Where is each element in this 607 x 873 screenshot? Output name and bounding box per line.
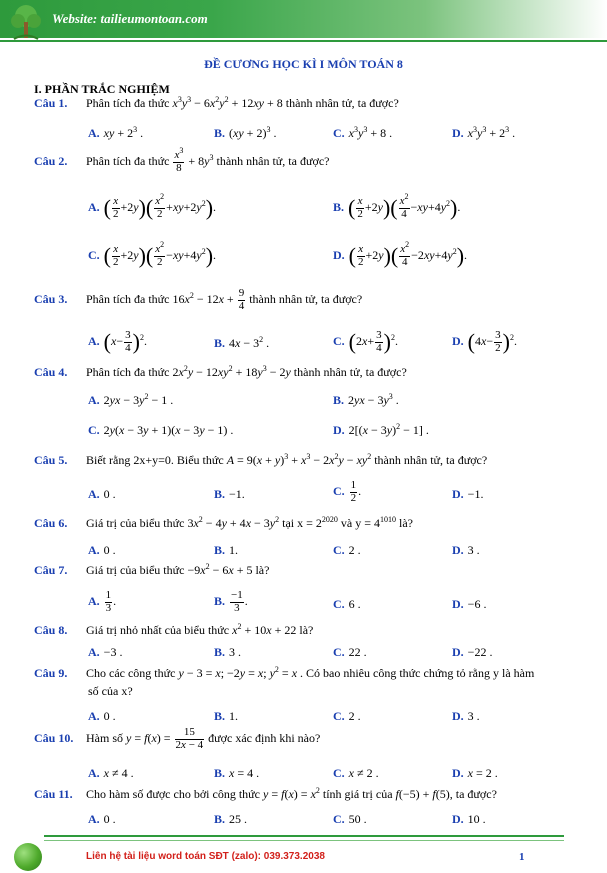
footer-contact: Liên hệ tài liệu word toán SĐT (zalo): 039.373.2038 xyxy=(86,851,325,862)
option-10c[interactable]: C. x ≠ 2 . xyxy=(333,766,379,780)
footer-divider xyxy=(44,835,564,837)
question-6: Câu 6. Giá trị của biểu thức $3x^2 - 4y + 4x - 3y^2$ tại $x = 2^{2020}$ và $y = 4^{1010}$ là? xyxy=(34,515,413,530)
question-7: Câu 7. Giá trị của biểu thức $-9x^2 - 6x + 5$ là? xyxy=(34,562,270,577)
document-title: ĐỀ CƯƠNG HỌC KÌ I MÔN TOÁN 8 xyxy=(204,57,403,71)
option-7b[interactable]: B. $\frac{-1}{3}$ . xyxy=(214,589,248,614)
option-3b[interactable]: B. $4x - 3^2$ . xyxy=(214,335,270,350)
option-7a[interactable]: A. $\frac{1}{3}$ . xyxy=(88,589,117,614)
question-9-cont: số của x? xyxy=(88,684,133,698)
option-6b[interactable]: B. 1. xyxy=(214,543,239,557)
option-6d[interactable]: D. 3 . xyxy=(452,543,480,557)
footer-divider-thin xyxy=(44,840,564,841)
green-ball-icon xyxy=(14,843,42,871)
option-2a[interactable]: A. ( $\frac{x}{2}$ +2y)( $\frac{x^2}{2}$ $+xy+2y^2$). xyxy=(88,192,217,221)
option-11d[interactable]: D. 10 . xyxy=(452,812,486,826)
option-11b[interactable]: B. 25 . xyxy=(214,812,248,826)
question-9: Câu 9. Cho các công thức y − 3 = x; −2y = x; $y^2 = x$ . Có bao nhiêu công thức chứng tỏ rằng y là hàm xyxy=(34,665,535,680)
option-3c[interactable]: C. (2x+ $\frac{3}{4}$ )$^2$. xyxy=(333,329,398,355)
tree-logo-icon xyxy=(6,2,46,42)
option-9a[interactable]: A. 0 . xyxy=(88,709,116,723)
page-number: 1 xyxy=(519,851,525,863)
option-4a[interactable]: A. $2yx - 3y^2 - 1$ . xyxy=(88,392,174,407)
website-link[interactable]: Website: tailieumontoan.com xyxy=(52,11,208,26)
option-8c[interactable]: C. 22 . xyxy=(333,645,367,659)
option-3d[interactable]: D. (4x− $\frac{3}{2}$ )$^2$. xyxy=(452,329,517,355)
option-6c[interactable]: C. 2 . xyxy=(333,543,361,557)
option-5d[interactable]: D. −1. xyxy=(452,487,484,501)
option-1a[interactable]: A. xy + $2^3$ . xyxy=(88,125,144,140)
option-11a[interactable]: A. 0 . xyxy=(88,812,116,826)
option-10b[interactable]: B. x = 4 . xyxy=(214,766,260,780)
question-2: Câu 2. Phân tích đa thức $\frac{x^3}{8}$ + $8y^3$ thành nhân tử, ta được? xyxy=(34,146,330,174)
option-11c[interactable]: C. 50 . xyxy=(333,812,367,826)
option-2c[interactable]: C. ( $\frac{x}{2}$ +2y)( $\frac{x^2}{2}$ $-xy+4y^2$). xyxy=(88,240,217,269)
option-5a[interactable]: A. 0 . xyxy=(88,487,116,501)
question-4: Câu 4. Phân tích đa thức $2x^2y - 12xy^2 + 18y^3 - 2y$ thành nhân tử, ta được? xyxy=(34,364,407,379)
option-5b[interactable]: B. −1. xyxy=(214,487,245,501)
option-1b[interactable]: B. (xy + 2)$^3$ . xyxy=(214,125,277,140)
option-2d[interactable]: D. ( $\frac{x}{2}$ +2y)( $\frac{x^2}{4}$ $-2xy+4y^2$). xyxy=(333,240,468,269)
option-9d[interactable]: D. 3 . xyxy=(452,709,480,723)
option-8a[interactable]: A. −3 . xyxy=(88,645,123,659)
question-10: Câu 10. Hàm số y = f(x) = $\frac{15}{2x - 4}$ được xác định khi nào? xyxy=(34,726,321,751)
option-8d[interactable]: D. −22 . xyxy=(452,645,493,659)
option-1d[interactable]: D. $x^3y^3 + 2^3$ . xyxy=(452,125,516,140)
option-8b[interactable]: B. 3 . xyxy=(214,645,242,659)
option-1c[interactable]: C. $x^3y^3 + 8$ . xyxy=(333,125,393,140)
option-5c[interactable]: C. $\frac{1}{2}$ . xyxy=(333,479,362,504)
question-label: Câu 1. xyxy=(34,96,68,110)
question-3: Câu 3. Phân tích đa thức $16x^2 - 12x$ + $\frac{9}{4}$ thành nhân tử, ta được? xyxy=(34,287,363,312)
option-7d[interactable]: D. −6 . xyxy=(452,597,487,611)
option-9b[interactable]: B. 1. xyxy=(214,709,239,723)
header-divider xyxy=(0,40,607,42)
option-3a[interactable]: A. (x− $\frac{3}{4}$ )$^2$. xyxy=(88,329,147,355)
option-10d[interactable]: D. x = 2 . xyxy=(452,766,498,780)
question-11: Câu 11. Cho hàm số được cho bởi công thức $y = f(x) = x^2$ tính giá trị của f(−5) + f(5), ta được? xyxy=(34,786,497,801)
question-8: Câu 8. Giá trị nhỏ nhất của biểu thức $x^2 + 10x + 22$ là? xyxy=(34,622,314,637)
option-2b[interactable]: B. ( $\frac{x}{2}$ +2y)( $\frac{x^2}{4}$ $-xy+4y^2$). xyxy=(333,192,461,221)
option-7c[interactable]: C. 6 . xyxy=(333,597,361,611)
page-header xyxy=(0,0,607,46)
section-heading: I. PHẦN TRẮC NGHIỆM xyxy=(34,82,170,96)
option-10a[interactable]: A. x ≠ 4 . xyxy=(88,766,134,780)
option-6a[interactable]: A. 0 . xyxy=(88,543,116,557)
option-9c[interactable]: C. 2 . xyxy=(333,709,361,723)
question-1: Câu 1. Phân tích đa thức $x^3y^3 - 6x^2y^2 + 12xy + 8$ thành nhân tử, ta được? xyxy=(34,95,399,110)
option-4d[interactable]: D. $2[(x - 3y)^2 - 1]$ . xyxy=(333,422,429,437)
option-4c[interactable]: C. 2y(x − 3y + 1)(x − 3y − 1) . xyxy=(88,423,234,437)
option-4b[interactable]: B. $2yx - 3y^3$ . xyxy=(333,392,399,407)
question-5: Câu 5. Biết rằng 2x+y=0. Biểu thức $A = 9(x + y)^3 + x^3 - 2x^2y - xy^2$ thành nhân tử, ta được? xyxy=(34,452,488,467)
